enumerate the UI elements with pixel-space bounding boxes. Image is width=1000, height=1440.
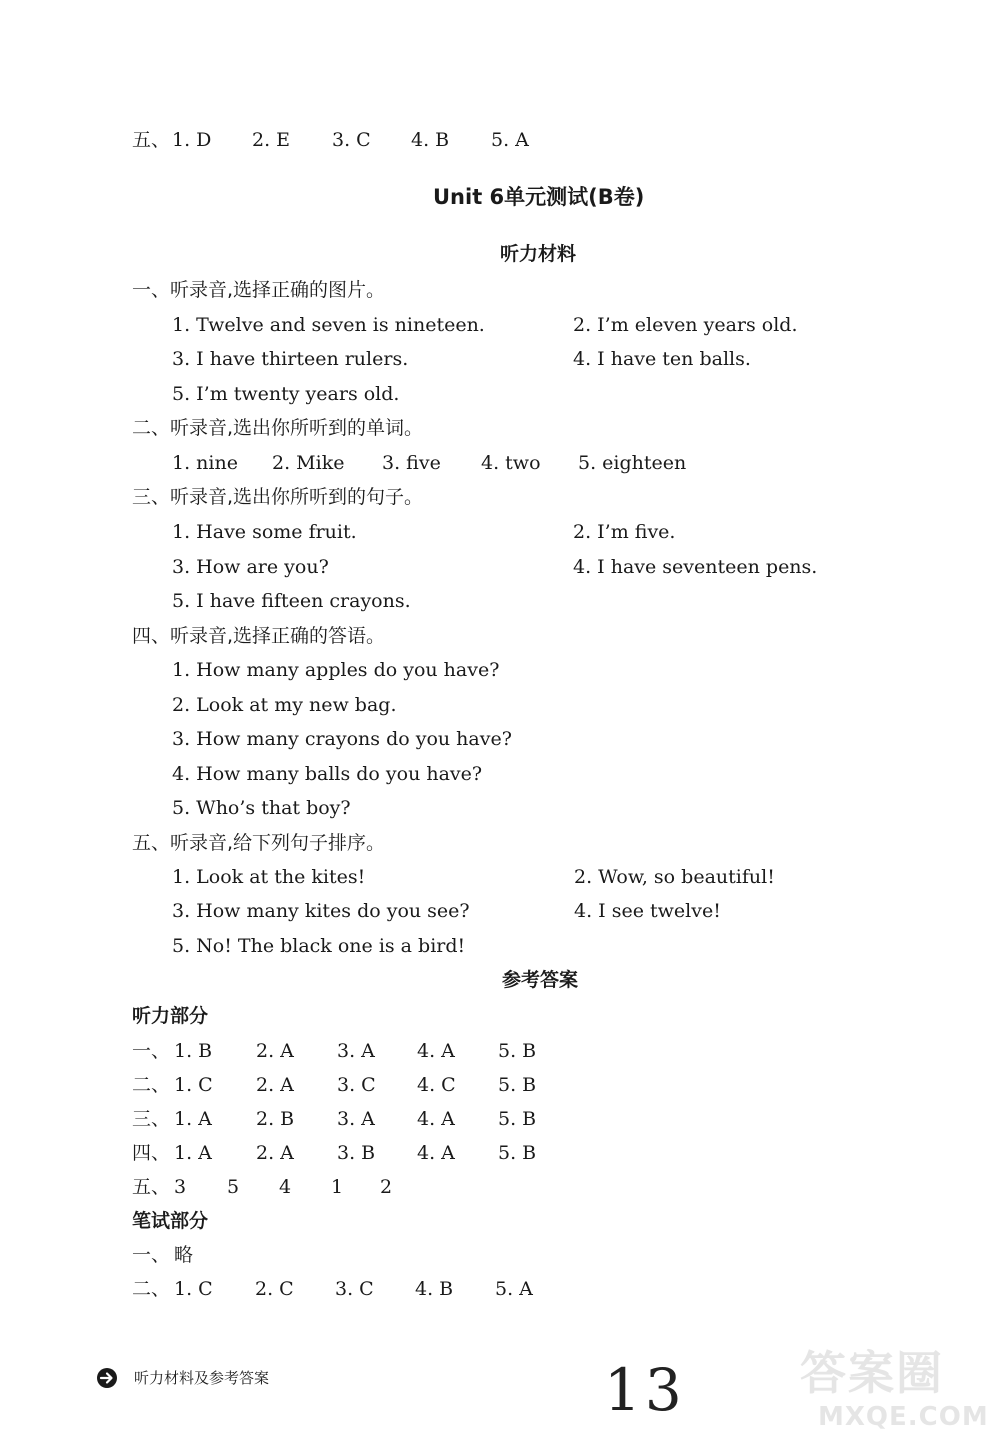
answer-item: 5. B (498, 1142, 537, 1164)
listening-title: 听力材料 (500, 243, 577, 265)
answer-item: 2. C (255, 1278, 294, 1300)
section3-item: 5. I have fifteen crayons. (172, 590, 411, 612)
answer-item: 2. B (256, 1108, 295, 1130)
answer-item: 4. B (415, 1278, 454, 1300)
answer-item: 4. A (417, 1108, 455, 1130)
answer-row-label: 一、 (132, 1244, 171, 1266)
answer-item: 2 (380, 1176, 393, 1198)
top-answers-label: 五、 (132, 129, 171, 151)
top-answer-item: 3. C (332, 129, 371, 151)
section1-heading: 一、听录音,选择正确的图片。 (132, 279, 386, 301)
answer-item: 5 (227, 1176, 240, 1198)
watermark-url: MXQE.COM (818, 1402, 989, 1432)
section3-heading: 三、听录音,选出你所听到的句子。 (132, 486, 424, 508)
top-answer-item: 5. A (491, 129, 529, 151)
page-number: 13 (604, 1356, 686, 1424)
top-answer-item: 1. D (172, 129, 212, 151)
section2-item: 5. eighteen (578, 452, 687, 474)
section4-item: 1. How many apples do you have? (172, 659, 500, 681)
answer-row-label: 二、 (132, 1074, 171, 1096)
answers-title: 参考答案 (502, 969, 579, 991)
answer-item: 4. A (417, 1040, 455, 1062)
answer-item: 1. B (174, 1040, 213, 1062)
answer-row-label: 三、 (132, 1108, 171, 1130)
section2-item: 1. nine (172, 452, 238, 474)
top-answer-item: 2. E (252, 129, 291, 151)
section5-item: 5. No! The black one is a bird! (172, 935, 466, 957)
answer-item: 4. C (417, 1074, 456, 1096)
section2-item: 3. five (382, 452, 441, 474)
section2-item: 4. two (481, 452, 541, 474)
answer-item: 1 (331, 1176, 344, 1198)
answer-item: 3. A (337, 1108, 375, 1130)
section5-item: 3. How many kites do you see? (172, 900, 470, 922)
unit-title: Unit 6单元测试(B卷) (433, 185, 645, 209)
section3-item: 2. I’m five. (573, 521, 676, 543)
answer-item: 2. A (256, 1142, 294, 1164)
answer-item: 2. A (256, 1040, 294, 1062)
section1-item: 1. Twelve and seven is nineteen. (172, 314, 485, 336)
answer-item: 3. C (337, 1074, 376, 1096)
section1-item: 2. I’m eleven years old. (573, 314, 798, 336)
answer-row-label: 一、 (132, 1040, 171, 1062)
answer-item: 5. A (495, 1278, 533, 1300)
section3-item: 4. I have seventeen pens. (573, 556, 818, 578)
answer-item: 3. B (337, 1142, 376, 1164)
watermark-text: 答案圈 (800, 1346, 944, 1400)
answer-item: 5. B (498, 1108, 537, 1130)
answer-row-label: 五、 (132, 1176, 171, 1198)
top-answer-item: 4. B (411, 129, 450, 151)
arrow-circle-icon (96, 1367, 118, 1389)
written-part-heading: 笔试部分 (132, 1210, 209, 1232)
section2-heading: 二、听录音,选出你所听到的单词。 (132, 417, 424, 439)
listening-part-heading: 听力部分 (132, 1005, 209, 1027)
answer-item: 5. B (498, 1040, 537, 1062)
answer-item: 1. A (174, 1142, 212, 1164)
section5-heading: 五、听录音,给下列句子排序。 (132, 832, 386, 854)
answer-row-label: 四、 (132, 1142, 171, 1164)
section4-item: 3. How many crayons do you have? (172, 728, 512, 750)
answer-item: 1. A (174, 1108, 212, 1130)
section2-item: 2. Mike (272, 452, 345, 474)
section4-item: 5. Who’s that boy? (172, 797, 351, 819)
answer-item: 2. A (256, 1074, 294, 1096)
section5-item: 2. Wow, so beautiful! (574, 866, 775, 888)
section3-item: 1. Have some fruit. (172, 521, 357, 543)
answer-row-label: 二、 (132, 1278, 171, 1300)
answer-item: 3 (174, 1176, 187, 1198)
section1-item: 5. I’m twenty years old. (172, 383, 400, 405)
answer-item: 1. C (174, 1278, 213, 1300)
answer-item: 4 (279, 1176, 292, 1198)
answer-item: 3. A (337, 1040, 375, 1062)
section4-item: 2. Look at my new bag. (172, 694, 397, 716)
answer-item: 1. C (174, 1074, 213, 1096)
answer-item: 4. A (417, 1142, 455, 1164)
section4-item: 4. How many balls do you have? (172, 763, 483, 785)
answer-item: 5. B (498, 1074, 537, 1096)
footer-label: 听力材料及参考答案 (134, 1369, 270, 1387)
answer-item: 3. C (335, 1278, 374, 1300)
section5-item: 4. I see twelve! (574, 900, 721, 922)
section1-item: 4. I have ten balls. (573, 348, 751, 370)
section1-item: 3. I have thirteen rulers. (172, 348, 409, 370)
section3-item: 3. How are you? (172, 556, 329, 578)
section5-item: 1. Look at the kites! (172, 866, 366, 888)
answer-item: 略 (174, 1244, 194, 1266)
section4-heading: 四、听录音,选择正确的答语。 (132, 625, 386, 647)
